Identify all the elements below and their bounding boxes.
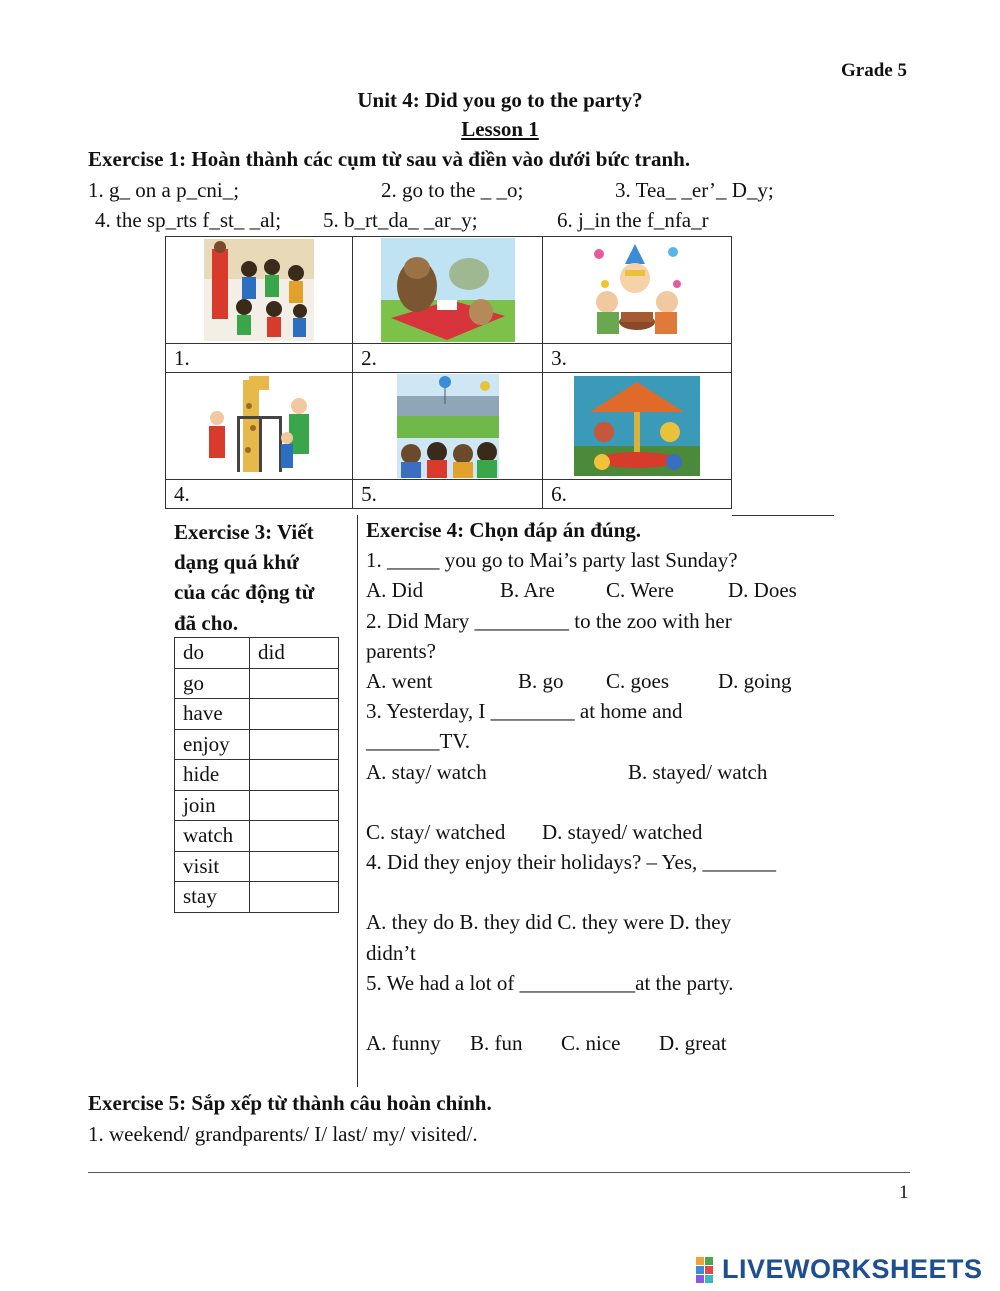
birthday-picture [543,237,732,344]
answer-line[interactable] [88,1172,910,1173]
blank-line [366,998,836,1028]
column-divider [357,515,358,1087]
picture-label-5: 5. [353,480,543,509]
ex1-phrase-3: 3. Tea_ _er’_ D_y; [615,178,774,202]
page-title: Unit 4: Did you go to the party? [357,88,643,112]
table-row [175,790,339,821]
ex5-question-1: 1. weekend/ grandparents/ I/ last/ my/ visited/. [88,1122,478,1146]
past-tense-cell: did [250,638,339,669]
question-3-options-2 [366,817,836,847]
picnic-picture [353,237,543,344]
table-row [175,638,339,669]
table-row [175,668,339,699]
q1-option-c[interactable]: C. Were [606,578,674,603]
ex1-phrase-5: 5. b_rt_da_ _ar_y; [323,208,478,232]
question-4: 4. Did they enjoy their holidays? – Yes, _______ [366,850,777,875]
picture-label-4: 4. [166,480,353,509]
verb-cell: do [175,638,250,669]
question-2-cont: parents? [366,638,436,663]
question-5-options [366,1028,836,1058]
q2-option-b[interactable]: B. go [518,668,564,693]
ex1-phrase-4: 4. the sp_rts f_st_ _al; [95,208,282,232]
exercise-4-heading: Exercise 4: Chọn đáp án đúng. [366,518,642,542]
page-number: 1 [899,1182,909,1203]
exercise-1-heading: Exercise 1: Hoàn thành các cụm từ sau và điền vào dưới bức tranh. [88,147,691,171]
ex1-phrase-1: 1. g_ on a p_cni_; [88,178,240,202]
ex3-heading-line-2: dạng quá khứ [174,550,299,575]
exercise-5-heading: Exercise 5: Sắp xếp từ thành câu hoàn chỉnh. [88,1091,492,1115]
question-2-options [366,666,836,696]
question-3-cont: _______TV. [366,729,471,754]
q5-option-d[interactable]: D. great [659,1031,727,1056]
exercise-4 [366,515,836,1058]
funfair-picture [543,373,732,480]
question-5: 5. We had a lot of ___________at the party. [366,970,734,995]
sports-festival-picture [353,373,543,480]
zoo-picture [166,373,353,480]
blank-line [366,787,836,817]
question-1-options [366,575,836,605]
verb-table [174,637,339,913]
question-4-options-cont[interactable]: didn’t [366,940,416,965]
q1-option-b[interactable]: B. Are [500,578,555,603]
q5-option-b[interactable]: B. fun [470,1031,523,1056]
verb-cell: hide [175,760,250,791]
past-tense-answer[interactable] [250,882,339,913]
ex1-phrase-6: 6. j_in the f_nfa_r [557,208,709,232]
q2-option-c[interactable]: C. goes [606,668,669,693]
q3-option-c[interactable]: C. stay/ watched [366,819,506,844]
picture-label-3: 3. [543,344,732,373]
past-tense-answer[interactable] [250,851,339,882]
q3-option-a[interactable]: A. stay/ watch [366,759,487,784]
q2-option-d[interactable]: D. going [718,668,792,693]
liveworksheets-logo [696,1254,983,1285]
past-tense-answer[interactable] [250,821,339,852]
question-1: 1. _____ you go to Mai’s party last Sunday? [366,548,738,573]
picture-label-1: 1. [166,344,353,373]
grade-label: Grade 5 [841,60,907,81]
logo-text: LIVEWORKSHEETS [722,1254,983,1284]
ex3-heading-line-4: đã cho. [174,610,239,635]
verb-cell: stay [175,882,250,913]
past-tense-answer[interactable] [250,699,339,730]
picture-label-2: 2. [353,344,543,373]
question-3-options-1 [366,757,836,787]
q1-option-d[interactable]: D. Does [728,578,797,603]
q3-option-b[interactable]: B. stayed/ watch [628,759,768,784]
q1-option-a[interactable]: A. Did [366,578,424,603]
ex1-phrase-2: 2. go to the _ _o; [381,178,524,202]
verb-cell: visit [175,851,250,882]
picture-label-6: 6. [543,480,732,509]
past-tense-answer[interactable] [250,729,339,760]
table-row [175,851,339,882]
table-row [175,699,339,730]
table-row [175,760,339,791]
past-tense-answer[interactable] [250,790,339,821]
blank-line [366,877,836,907]
q5-option-c[interactable]: C. nice [561,1031,621,1056]
question-2: 2. Did Mary _________ to the zoo with her [366,608,732,633]
q5-option-a[interactable]: A. funny [366,1031,441,1056]
table-row [175,729,339,760]
past-tense-answer[interactable] [250,668,339,699]
teachers-day-picture [166,237,353,344]
exercise-3-heading [174,517,314,638]
verb-cell: enjoy [175,729,250,760]
logo-blocks-icon [696,1257,722,1283]
verb-cell: have [175,699,250,730]
ex3-heading-line-3: của các động từ [174,580,315,605]
q2-option-a[interactable]: A. went [366,668,433,693]
question-3: 3. Yesterday, I ________ at home and [366,699,683,724]
verb-cell: watch [175,821,250,852]
table-row [175,821,339,852]
ex3-heading-line-1: Exercise 3: Viết [174,520,314,544]
past-tense-answer[interactable] [250,760,339,791]
verb-cell: go [175,668,250,699]
picture-grid [165,236,732,509]
table-row [175,882,339,913]
q3-option-d[interactable]: D. stayed/ watched [542,819,703,844]
lesson-title: Lesson 1 [461,117,539,141]
question-4-options[interactable]: A. they do B. they did C. they were D. they [366,910,732,935]
verb-cell: join [175,790,250,821]
